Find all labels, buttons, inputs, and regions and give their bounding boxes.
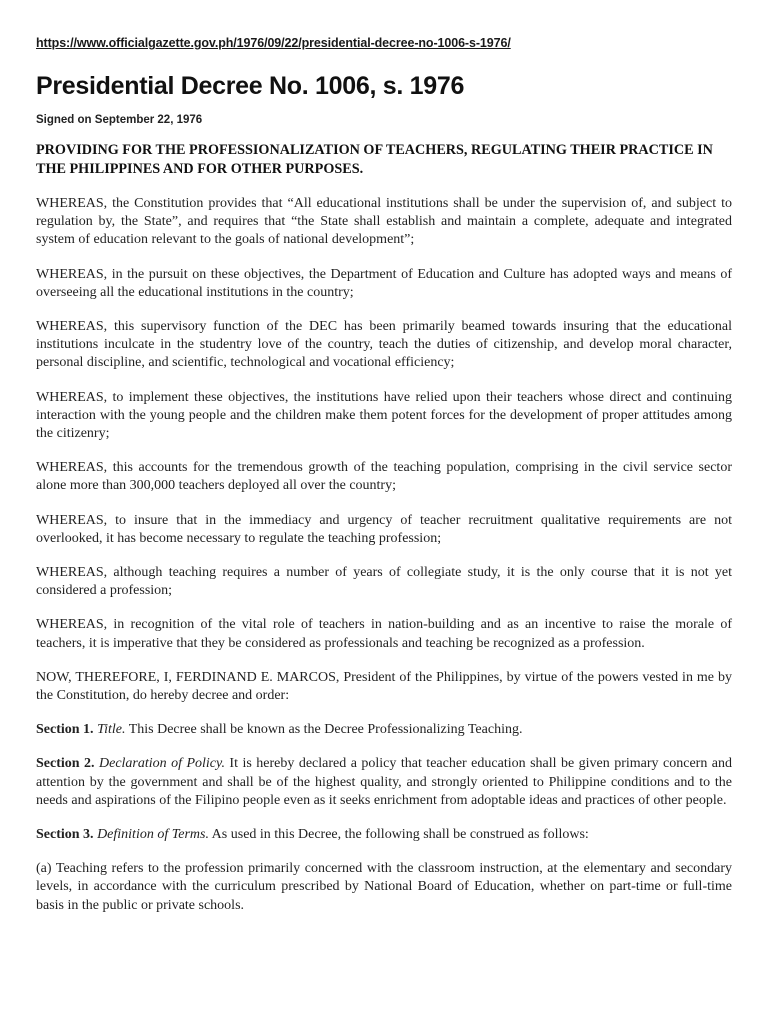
whereas-clause: WHEREAS, the Constitution provides that “All educational institutions shall be under the supervision of, and subject to regulation by, the State”, and requires that “the State shall establish and maintain a complete, adequate and integrated system of education relevant to the goals of national development”;	[36, 196, 732, 248]
whereas-clause: WHEREAS, to implement these objectives, the institutions have relied upon their teachers whose direct and continuing interaction with the young people and the children make them potent forces for the development of proper attitudes among the citizenry;	[36, 389, 732, 442]
section-title: Declaration of Policy.	[99, 756, 225, 772]
section-3	[36, 826, 732, 844]
definition-clause-a: (a) Teaching refers to the profession primarily concerned with the classroom instruction, at the elementary and secondary levels, in accordance with the curriculum prescribed by National Board of Education, whether on part-time or full-time basis in the public or private schools.	[36, 861, 732, 913]
whereas-clause: WHEREAS, this accounts for the tremendous growth of the teaching population, comprising in the civil service sector alone more than 300,000 teachers deployed all over the country;	[36, 460, 732, 494]
section-title: Title.	[97, 722, 126, 738]
decree-heading: PROVIDING FOR THE PROFESSIONALIZATION OF TEACHERS, REGULATING THEIR PRACTICE IN THE PHILIPPINES AND FOR OTHER PURPOSES.	[36, 142, 713, 177]
section-text: As used in this Decree, the following shall be construed as follows:	[208, 827, 589, 843]
whereas-clause: WHEREAS, to insure that in the immediacy and urgency of teacher recruitment qualitative requirements are not overlooked, it has become necessary to regulate the teaching profession;	[36, 512, 732, 546]
section-label: Section 2.	[36, 756, 95, 772]
whereas-clause: WHEREAS, in the pursuit on these objectives, the Department of Education and Culture has adopted ways and means of overseeing all the educational institutions in the country;	[36, 266, 732, 300]
signed-date: Signed on September 22, 1976	[36, 114, 203, 126]
document-page	[36, 36, 732, 929]
whereas-clause: WHEREAS, although teaching requires a number of years of collegiate study, it is the only course that it is not yet considered a profession;	[36, 565, 732, 599]
section-text: It is hereby declared a policy that teacher education shall be given primary concern and attention by the government and shall be of the highest quality, and strongly oriented to Philippine conditions and to the needs and aspirations of the Filipino people even as it seeks enrichment from adoptable ideas and practices of other people.	[36, 756, 732, 808]
whereas-clause: WHEREAS, this supervisory function of the DEC has been primarily beamed towards insuring that the educational institutions inculcate in the studentry love of the country, teach the duties of citizenship, and develop moral character, personal discipline, and scientific, technological and vocational efficiency;	[36, 319, 732, 371]
enacting-clause: NOW, THEREFORE, I, FERDINAND E. MARCOS, President of the Philippines, by virtue of the powers vested in me by the Constitution, do hereby decree and order:	[36, 669, 732, 704]
section-label: Section 3.	[36, 827, 94, 843]
section-1	[36, 721, 732, 739]
section-label: Section 1.	[36, 722, 94, 738]
whereas-clause: WHEREAS, in recognition of the vital role of teachers in nation-building and as an incentive to raise the morale of teachers, it is imperative that they be considered as professionals and teaching be recognized as a profession.	[36, 617, 732, 651]
document-title: Presidential Decree No. 1006, s. 1976	[36, 72, 465, 100]
source-url-link[interactable]: https://www.officialgazette.gov.ph/1976/09/22/presidential-decree-no-1006-s-1976/	[36, 36, 511, 50]
section-title: Definition of Terms.	[97, 827, 209, 843]
section-2	[36, 755, 732, 810]
section-text: This Decree shall be known as the Decree Professionalizing Teaching.	[125, 722, 523, 738]
